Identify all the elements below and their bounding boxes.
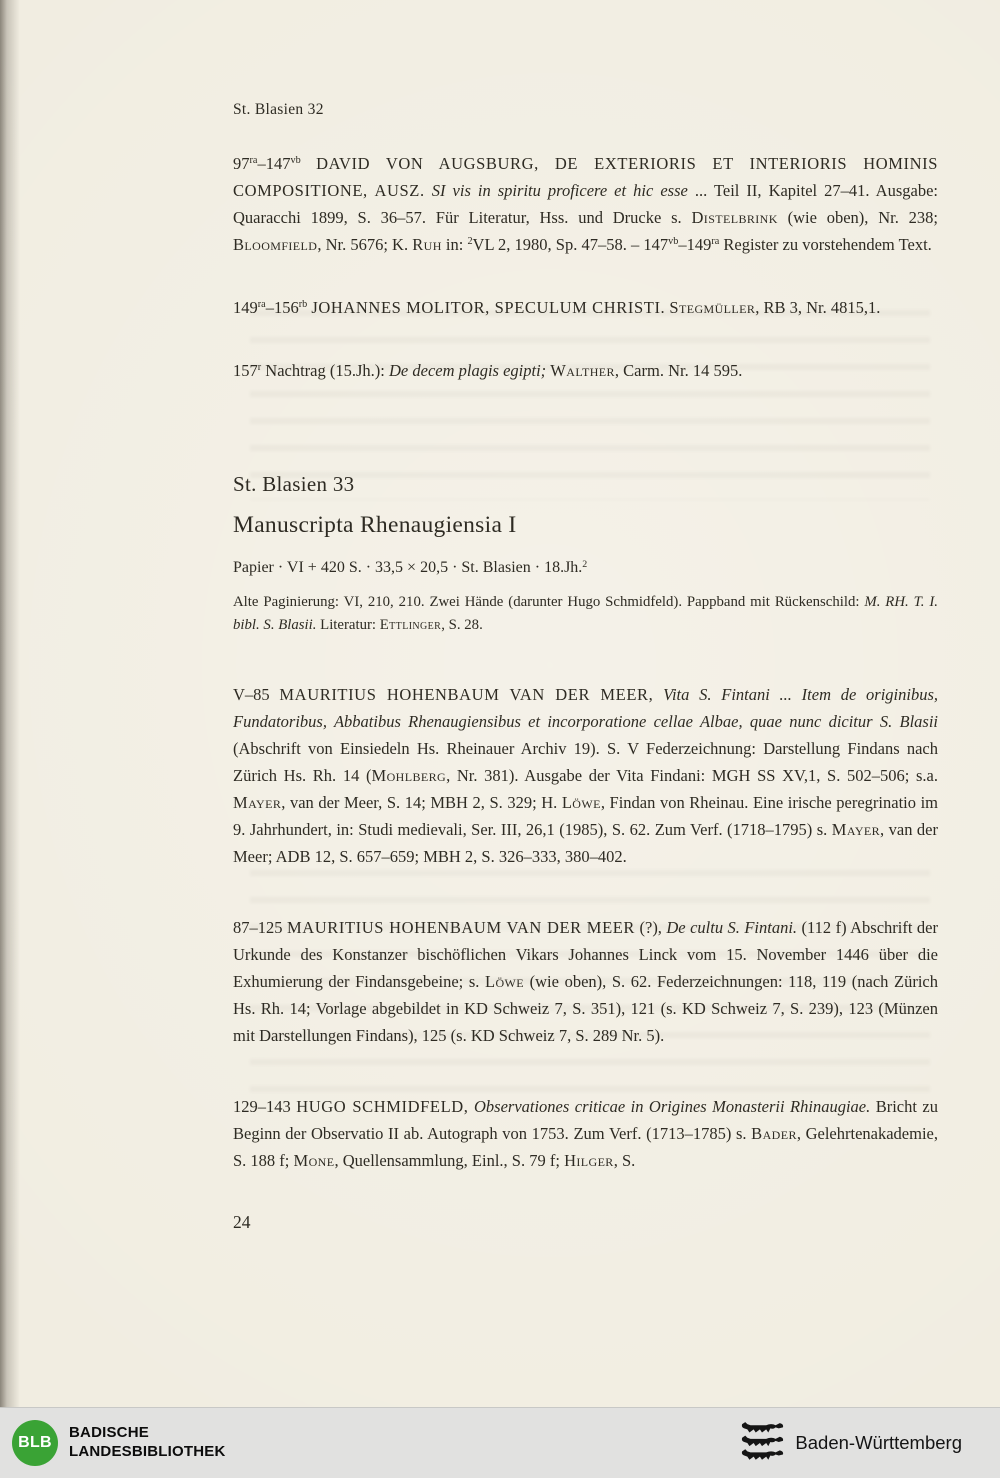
binding-description: Alte Paginierung: VI, 210, 210. Zwei Hände (darunter Hugo Schmidfeld). Pappband mit Rückenschild: M. RH. T. I. bibl. S. Blasii. Literatur: Ettlinger, S. 28. [233,594,938,633]
shelfmark-heading: St. Blasien 33 [233,472,355,496]
page-text-block [233,0,938,1233]
baden-wuerttemberg-coat-of-arms-icon [739,1421,785,1465]
entry-david-von-augsburg: $97^{ra}-147^{vb}$ DAVID VON AUGSBURG, DE EXTERIORIS ET INTERIORIS HOMINIS COMPOSITIONE, AUSZ. SI vis in spiritu proficere et hic esse ... Teil II, Kapitel 27–41. Ausgabe: Quaracchi 1899, S. 36–57. Für Literatur, Hss. und Drucke s. Distelbrink (wie oben), Nr. 238; Bloomfield, Nr. 5676; K. Ruh in: $^2$VL 2, 1980, Sp. 47–58. – $147^{vb}-149^{ra}$ Register zu vorstehendem Text. [233,154,939,254]
library-name [69,1424,226,1462]
state-branding [739,1421,1000,1465]
physical-description-line: Papier · VI + 420 S. · 33,5 × 20,5 · St. Blasien · 18.Jh.$^2$ [233,558,588,576]
library-name-line2: LANDESBIBLIOTHEK [69,1443,226,1460]
entry-nachtrag: 157$^r$ Nachtrag (15.Jh.): De decem plagis egipti; Walther, Carm. Nr. 14 595. [233,361,743,380]
library-footer-bar [0,1407,1000,1478]
page-number: 24 [233,1212,251,1232]
library-name-line1: BADISCHE [69,1424,149,1442]
library-branding [0,1420,226,1466]
running-header: St. Blasien 32 [233,101,324,118]
manuscript-title: Manuscripta Rhenaugiensia I [233,512,517,538]
entry-johannes-molitor: $149^{ra}-156^{rb}$ JOHANNES MOLITOR, SPECULUM CHRISTI. Stegmüller, RB 3, Nr. 4815,1. [233,298,881,317]
region-name: Baden-Württemberg [795,1432,962,1453]
blb-logo-icon: BLB [12,1420,58,1466]
entry-v-85: V–85 MAURITIUS HOHENBAUM VAN DER MEER, Vita S. Fintani ... Item de originibus, Fundatoribus, Abbatibus Rhenaugiensibus et incorporatione cellae Albae, quae nunc dicitur S. Blasii (Abschrift von Einsiedeln Hs. Rheinauer Archiv 19). S. V Federzeichnung: Darstellung Findans nach Zürich Hs. Rh. 14 (Mohlberg, Nr. 381). Ausgabe der Vita Findani: MGH SS XV,1, S. 502–506; s.a. Mayer, van der Meer, S. 14; MBH 2, S. 329; H. Löwe, Findan von Rheinau. Eine irische peregrinatio im 9. Jahrhundert, in: Studi medievali, Ser. III, 26,1 (1985), S. 62. Zum Verf. (1718–1795) s. Mayer, van der Meer; ADB 12, S. 657–659; MBH 2, S. 326–333, 380–402. [233,685,939,866]
entry-129-143: 129–143 HUGO SCHMIDFELD, Observationes criticae in Origines Monasterii Rhinaugiae. Bricht zu Beginn der Observatio II ab. Autograph von 1753. Zum Verf. (1713–1785) s. Bader, Gelehrtenakademie, S. 188 f; Mone, Quellensammlung, Einl., S. 79 f; Hilger, S. [233,1097,938,1170]
entry-87-125: 87–125 MAURITIUS HOHENBAUM VAN DER MEER (?), De cultu S. Fintani. (112 f) Abschrift der Urkunde des Konstanzer bischöflichen Vikars Johannes Linck vom 15. November 1446 über die Exhumierung der Findansgebeine; s. Löwe (wie oben), S. 62. Federzeichnungen: 118, 119 (nach Zürich Hs. Rh. 14; Vorlage abgebildet in KD Schweiz 7, S. 351), 121 (s. KD Schweiz 7, S. 239), 123 (Münzen mit Darstellungen Findans), 125 (s. KD Schweiz 7, S. 289 Nr. 5). [233,918,938,1045]
